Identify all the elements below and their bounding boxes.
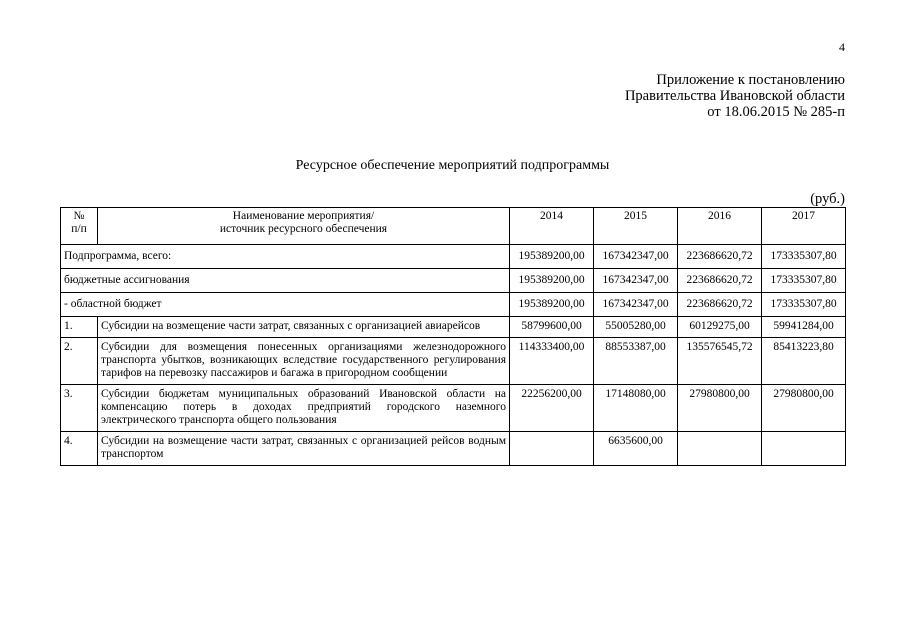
regional-budget-value-2017: 173335307,80 bbox=[762, 293, 846, 317]
item-number: 2. bbox=[61, 338, 98, 385]
item-value-2016: 135576545,72 bbox=[678, 338, 762, 385]
resources-table bbox=[60, 207, 846, 466]
total-value-2016: 223686620,72 bbox=[678, 245, 762, 269]
item-value-2014: 114333400,00 bbox=[510, 338, 594, 385]
header-number bbox=[61, 208, 98, 245]
item-value-2017: 59941284,00 bbox=[762, 317, 846, 338]
item-value-2015: 55005280,00 bbox=[594, 317, 678, 338]
item-number: 3. bbox=[61, 385, 98, 432]
budget-allocations-value-2017: 173335307,80 bbox=[762, 269, 846, 293]
item-value-2015: 17148080,00 bbox=[594, 385, 678, 432]
total-value-2015: 167342347,00 bbox=[594, 245, 678, 269]
table-header-row bbox=[61, 208, 846, 245]
regional-budget-value-2016: 223686620,72 bbox=[678, 293, 762, 317]
total-label: Подпрограмма, всего: bbox=[61, 245, 510, 269]
item-name: Субсидии бюджетам муниципальных образований Ивановской области на компенсацию потерь в доходах предприятий городского наземного электрического транспорта общего пользования bbox=[98, 385, 510, 432]
header-name-line-1: Наименование мероприятия/ bbox=[232, 210, 375, 222]
regional-budget-value-2014: 195389200,00 bbox=[510, 293, 594, 317]
budget-allocations-label: бюджетные ассигнования bbox=[61, 269, 510, 293]
table-row-regional-budget bbox=[61, 293, 846, 317]
appendix-header bbox=[625, 72, 845, 120]
regional-budget-label: - областной бюджет bbox=[61, 293, 510, 317]
budget-allocations-value-2014: 195389200,00 bbox=[510, 269, 594, 293]
item-value-2017: 85413223,80 bbox=[762, 338, 846, 385]
item-name: Субсидии для возмещения понесенных организациями железнодорожного транспорта убытков, возникающих вследствие государственного регулирования тарифов на перевозку пассажиров и багажа в пригородном сообщении bbox=[98, 338, 510, 385]
unit-label: (руб.) bbox=[810, 191, 845, 207]
item-value-2015: 6635600,00 bbox=[594, 432, 678, 466]
table-row bbox=[61, 338, 846, 385]
header-number-line-2: п/п bbox=[71, 223, 87, 235]
table-row bbox=[61, 385, 846, 432]
item-number: 4. bbox=[61, 432, 98, 466]
item-value-2015: 88553387,00 bbox=[594, 338, 678, 385]
table-row bbox=[61, 317, 846, 338]
total-value-2014: 195389200,00 bbox=[510, 245, 594, 269]
item-number: 1. bbox=[61, 317, 98, 338]
item-value-2017: 27980800,00 bbox=[762, 385, 846, 432]
item-value-2016: 27980800,00 bbox=[678, 385, 762, 432]
budget-allocations-value-2016: 223686620,72 bbox=[678, 269, 762, 293]
item-value-2014: 22256200,00 bbox=[510, 385, 594, 432]
header-name bbox=[98, 208, 510, 245]
appendix-line-1: Приложение к постановлению bbox=[656, 72, 845, 88]
header-year-2014: 2014 bbox=[510, 208, 594, 245]
table-row bbox=[61, 432, 846, 466]
regional-budget-value-2015: 167342347,00 bbox=[594, 293, 678, 317]
table-row-budget-allocations bbox=[61, 269, 846, 293]
page-number: 4 bbox=[839, 40, 845, 54]
header-year-2015: 2015 bbox=[594, 208, 678, 245]
header-name-line-2: источник ресурсного обеспечения bbox=[219, 223, 388, 235]
appendix-line-3: от 18.06.2015 № 285-п bbox=[707, 104, 845, 120]
header-year-2017: 2017 bbox=[762, 208, 846, 245]
total-value-2017: 173335307,80 bbox=[762, 245, 846, 269]
item-value-2017 bbox=[762, 432, 846, 466]
item-value-2016 bbox=[678, 432, 762, 466]
item-name: Субсидии на возмещение части затрат, связанных с организацией авиарейсов bbox=[98, 317, 510, 338]
document-title: Ресурсное обеспечение мероприятий подпрограммы bbox=[295, 158, 610, 173]
header-number-line-1: № bbox=[73, 210, 85, 222]
item-value-2016: 60129275,00 bbox=[678, 317, 762, 338]
header-year-2016: 2016 bbox=[678, 208, 762, 245]
budget-allocations-value-2015: 167342347,00 bbox=[594, 269, 678, 293]
item-value-2014: 58799600,00 bbox=[510, 317, 594, 338]
item-value-2014 bbox=[510, 432, 594, 466]
appendix-line-2: Правительства Ивановской области bbox=[624, 88, 845, 104]
item-name: Субсидии на возмещение части затрат, связанных с организацией рейсов водным транспортом bbox=[98, 432, 510, 466]
table-row-total bbox=[61, 245, 846, 269]
